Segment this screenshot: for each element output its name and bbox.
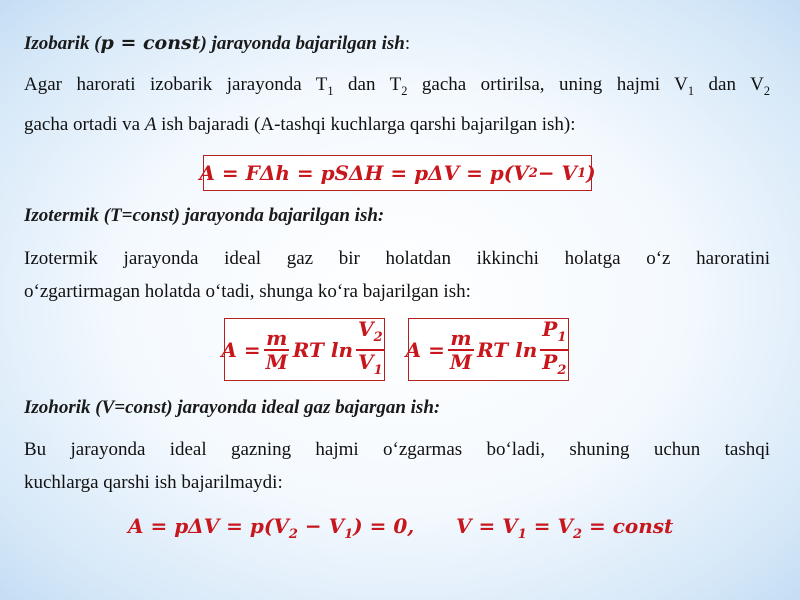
formula-text: RT ln — [292, 337, 354, 362]
denominator: M — [449, 349, 473, 374]
subscript: 2 — [288, 527, 298, 542]
numerator-symbol: V — [358, 316, 374, 341]
text-run: gacha ortadi va — [24, 113, 145, 135]
numerator: m — [266, 325, 288, 350]
paragraph-line: o‘zgartirmagan holatda o‘tadi, shunga ko‘ra bajarilgan ish: — [24, 281, 471, 302]
denominator-symbol: P — [542, 349, 558, 374]
izobarik-work-formula — [199, 155, 596, 191]
izotermik-paragraph — [24, 242, 770, 308]
formula-text: A = FΔh = pSΔH = pΔV = p(V — [199, 161, 529, 185]
math-symbol: A — [144, 113, 157, 135]
formula-text: A = — [221, 337, 261, 362]
izotermik-heading: Izotermik (T=const) jarayonda bajarilgan ish: — [24, 205, 385, 226]
formula-text: A = pΔV = p(V — [128, 514, 289, 538]
subscript: 2 — [763, 83, 771, 98]
fraction-pressure-ratio — [540, 318, 568, 382]
text-run: dan V — [694, 74, 764, 95]
formula-text: V = V — [456, 514, 518, 538]
formula-text: ) — [586, 161, 596, 185]
izotermik-formula-volume — [221, 316, 385, 381]
formula-text: = const — [582, 514, 674, 538]
formula-text: − V — [297, 514, 345, 538]
denominator-symbol: V — [358, 349, 374, 374]
izohorik-work-formula — [128, 514, 414, 542]
subscript: 1 — [373, 362, 383, 378]
paragraph-line — [24, 108, 770, 141]
subscript: 2 — [401, 83, 408, 98]
formula-text: = V — [526, 514, 573, 538]
paragraph-line — [24, 68, 770, 108]
subscript: 2 — [557, 362, 567, 378]
heading-math: p = const — [100, 32, 201, 54]
numerator-symbol: P — [542, 316, 558, 341]
izobarik-paragraph — [24, 68, 770, 141]
izotermik-formula-pressure — [405, 316, 569, 381]
izohorik-heading: Izohorik (V=const) jarayonda ideal gaz bajargan ish: — [24, 397, 441, 418]
text-run: Agar harorati izobarik jarayonda T — [24, 74, 328, 95]
subscript: 1 — [344, 527, 354, 542]
fraction-m-over-M — [264, 327, 290, 373]
text-run: ish bajaradi (A-tashqi kuchlarga qarshi bajarilgan ish): — [156, 113, 576, 135]
paragraph-line: kuchlarga qarshi ish bajarilmaydi: — [24, 472, 283, 493]
subscript: 2 — [373, 329, 383, 345]
denominator — [540, 351, 568, 382]
paragraph-line: Izotermik jarayonda ideal gaz bir holatdan ikkinchi holatga o‘z haroratini — [24, 248, 770, 269]
formula-text: ) = 0, — [353, 514, 415, 538]
fraction-volume-ratio — [356, 318, 385, 382]
heading-text: ) jarayonda bajarilgan ish — [200, 33, 405, 54]
text-run: dan T — [333, 74, 402, 95]
subscript: 1 — [327, 83, 334, 98]
paragraph-line: Bu jarayonda ideal gazning hajmi o‘zgarmas bo‘ladi, shuning uchun tashqi — [24, 439, 770, 460]
subscript: 2 — [528, 165, 538, 181]
subscript: 2 — [572, 527, 583, 542]
izohorik-paragraph — [24, 433, 770, 499]
izohorik-volume-formula — [456, 514, 673, 542]
subscript: 1 — [517, 527, 527, 542]
formula-text: A = — [405, 337, 445, 362]
numerator — [540, 318, 568, 351]
formula-text: − V — [537, 161, 578, 185]
subscript: 1 — [557, 329, 567, 345]
subscript: 1 — [577, 165, 587, 181]
text-run: gacha ortirilsa, uning hajmi V — [407, 74, 688, 95]
numerator: m — [450, 325, 472, 350]
fraction-m-over-M — [448, 327, 474, 373]
izobarik-heading — [24, 32, 410, 55]
heading-colon: : — [404, 33, 411, 54]
subscript: 1 — [687, 83, 695, 98]
numerator — [356, 318, 385, 351]
denominator: M — [265, 349, 288, 374]
heading-text: Izobarik ( — [24, 33, 101, 54]
denominator — [356, 351, 385, 382]
formula-text: RT ln — [477, 337, 538, 362]
